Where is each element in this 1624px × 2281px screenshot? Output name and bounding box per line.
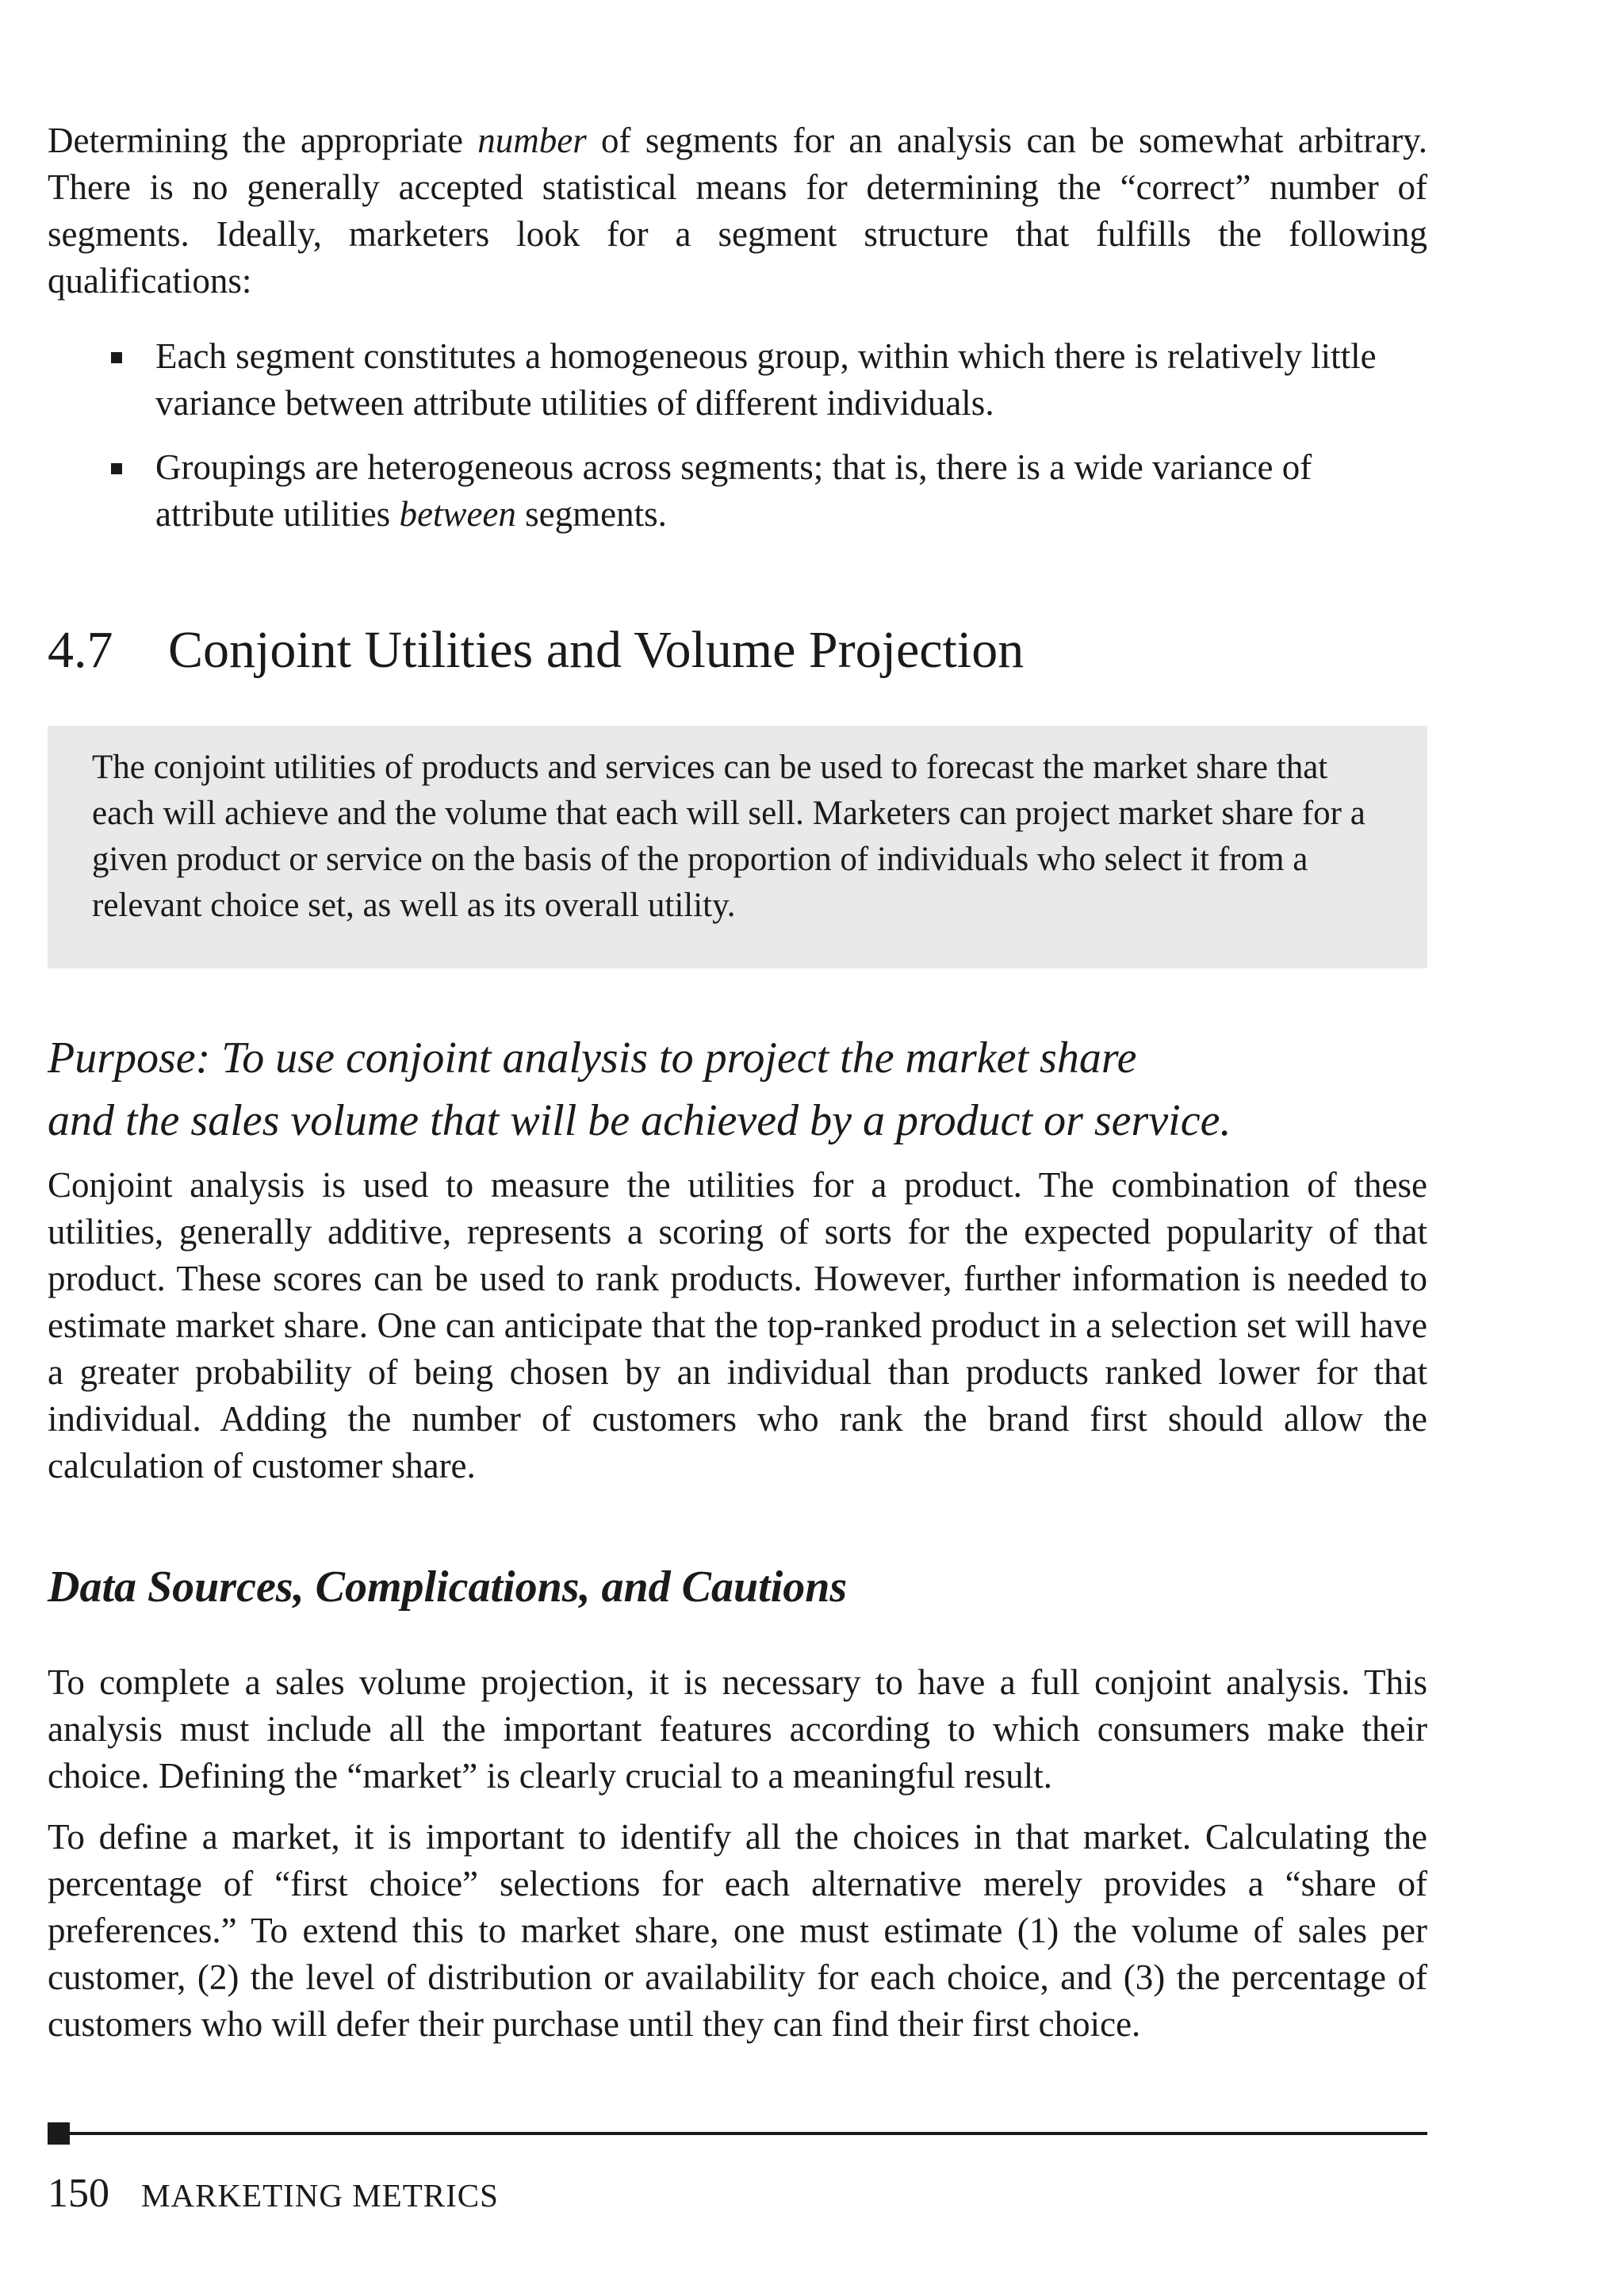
summary-text: The conjoint utilities of products and services can be used to forecast the market share that each will achieve and the volume that each will sell. Marketers can project market share for a given product or service on the basis of the proportion of individuals who select it from a relevant choice set, as well as its overall utility.: [92, 748, 1365, 924]
square-bullet-icon: [111, 352, 122, 363]
data-sources-paragraph-2: To define a market, it is important to identify all the choices in that market. Calculating the percentage of “first choice” selections for each alternative merely provides a “share of preferences.” To extend this to market share, one must estimate (1) the volume of sales per customer, (2) the level of distribution or availability for each choice, and (3) the percentage of customers who will defer their purchase until they can find their first choice.: [48, 1816, 1427, 2044]
purpose-heading: [48, 1027, 1427, 1152]
intro-emphasis: number: [477, 121, 587, 160]
square-bullet-icon: [111, 463, 122, 474]
page-footer: [48, 2132, 1427, 2217]
qualifications-list: [48, 333, 1427, 538]
intro-paragraph: [48, 117, 1427, 305]
list-item: [155, 333, 1427, 427]
footer-square-icon: [48, 2122, 70, 2145]
section-heading: [48, 619, 1427, 682]
footer-rule: [48, 2132, 1427, 2135]
purpose-line-1: Purpose: To use conjoint analysis to project the market share: [48, 1033, 1137, 1083]
bullet-emphasis: between: [399, 494, 516, 534]
list-item: [155, 444, 1427, 538]
intro-text-end: of segments for an analysis can be somewhat arbitrary. There is no generally accepted statistical means for determining the “correct” number of segments. Ideally, marketers look for a segment structure that fulfills the following qualifications:: [48, 121, 1428, 301]
section-number: 4.7: [48, 621, 113, 679]
bullet-text-start: Groupings are heterogeneous across segments; that is, there is a wide variance of attribute utilities: [155, 447, 1312, 534]
purpose-paragraph: Conjoint analysis is used to measure the utilities for a product. The combination of these utilities, generally additive, represents a scoring of sorts for the expected popularity of that product. These scores can be used to rank products. However, further information is needed to estimate market share. One can anticipate that the top-ranked product in a selection set will have a greater probability of being chosen by an individual than products ranked lower for that individual. Adding the number of customers who rank the brand first should allow the calculation of customer share.: [48, 1164, 1427, 1486]
page-number: 150: [48, 2171, 109, 2216]
data-sources-paragraph-1: To complete a sales volume projection, it is necessary to have a full conjoint analysis. This analysis must include all the important features according to which consumers make their choice. Defining the “market” is clearly crucial to a meaningful result.: [48, 1662, 1427, 1796]
bullet-text-end: segments.: [515, 494, 667, 534]
running-title: MARKETING METRICS: [141, 2177, 499, 2214]
bullet-text: Each segment constitutes a homogeneous group, within which there is relatively little variance between attribute utilities of different individuals.: [155, 336, 1377, 423]
intro-text-start: Determining the appropriate: [48, 121, 478, 160]
summary-box: [48, 726, 1427, 968]
purpose-line-2: and the sales volume that will be achieved by a product or service.: [48, 1095, 1231, 1145]
footer-line: [48, 2170, 1427, 2217]
data-sources-heading: Data Sources, Complications, and Cautions: [48, 1562, 848, 1612]
section-title: Conjoint Utilities and Volume Projection: [168, 621, 1025, 679]
page-content: [48, 117, 1427, 2048]
